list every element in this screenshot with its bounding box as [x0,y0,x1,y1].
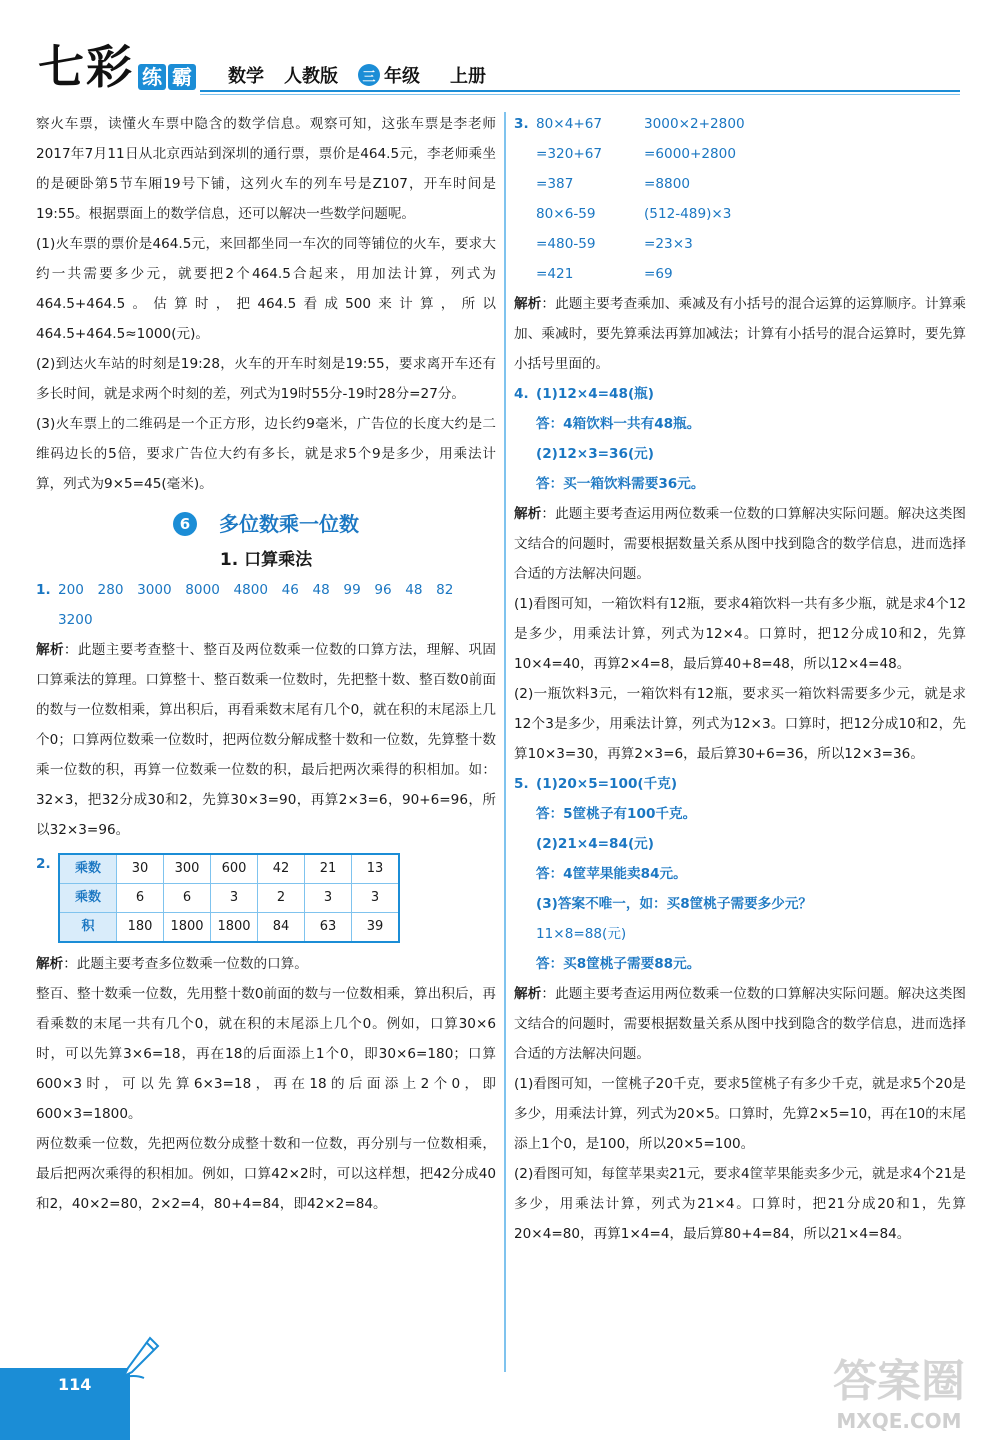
table-cell: 乘数 [59,884,117,913]
calc-step: =8800 [644,176,690,192]
analysis-text: ：此题主要考查乘加、乘减及有小括号的混合运算的运算顺序。计算乘加、乘减时，要先算乘法再算加减法；计算有小括号的混合运算时，要先算小括号里面的。 [514,296,967,372]
question-1 [36,575,496,605]
analysis-text: ：此题主要考查整十、整百及两位数乘一位数的口算方法，理解、巩固口算乘法的算理。口算整十、整百数乘一位数时，先把整十数、整百数0前面的数与一位数相乘，算出积后，再看乘数末尾有几个0，就在积的末尾添上几个0；口算两位数乘一位数时，把两位数分解成整十数和一位数，先算整十数乘一位数的积，再算一位数乘一位数的积，最后把两次乘得的积相加。如：32×3，把32分成30和2，先算30×3=90，再算2×3=6，90+6=96，所以32×3=96。 [36,642,497,838]
calc-step: =320+67 [536,146,603,162]
column-divider [504,112,506,1372]
table-cell: 2 [258,884,305,913]
q5-answer-2-statement: 答：4筐苹果能卖84元。 [536,866,687,882]
table-cell: 6 [164,884,211,913]
intro-item-3: (3)火车票上的二维码是一个正方形，边长约9毫米，广告位的长度大约是二维码边长的5倍，要求广告位大约有多长，就是求5个9是多少，用乘法计算，列式为9×5=45(毫米)。 [36,416,496,492]
edition-label: 人教版 [284,66,338,87]
q5-answer-1-statement: 答：5筐桃子有100千克。 [536,806,697,822]
q4-answer-2: (2)12×3=36(元) [536,446,654,462]
analysis-label: 解析 [514,986,542,1002]
watermark-logo [804,1344,994,1436]
analysis-text: ：此题主要考查运用两位数乘一位数的口算解决实际问题。解决这类图文结合的问题时，需要根据数量关系从图中找到隐含的数学信息，进而选择合适的方法解决问题。 [514,986,967,1062]
table-cell: 6 [117,884,164,913]
section-number-badge: 6 [173,512,197,536]
table-cell: 30 [117,854,164,884]
q1-answers: 200 280 3000 8000 4800 46 48 99 96 48 82 [58,582,454,598]
analysis-label: 解析 [36,956,64,972]
table-cell: 39 [352,913,400,943]
header-rule-thin [200,94,960,95]
intro-item-2: (2)到达火车站的时刻是19:28，火车的开车时刻是19:55，要求离开车还有多长时间，就是求两个时刻的差，列式为19时55分-19时28分=27分。 [36,356,496,402]
question-number: 1. [36,582,51,598]
table-cell: 300 [164,854,211,884]
intro-item-1: (1)火车票的票价是464.5元，来回都坐同一车次的同等铺位的火车，要求大约一共需要多少元，就要把2个464.5合起来，用加法计算，列式为464.5+464.5。估算时，把464.5看成500来计算，所以464.5+464.5≈1000(元)。 [36,236,496,342]
analysis-label: 解析 [514,506,542,522]
q3-analysis [514,289,966,379]
calc-step: =421 [536,266,574,282]
table-cell: 1800 [164,913,211,943]
q2-analysis-para-3: 两位数乘一位数，先把两位数分成整十数和一位数，再分别与一位数相乘，最后把两次乘得的积相加。例如，口算42×2时，可以这样想，把42分成40和2，40×2=80，2×2=4，80+4=84，即42×2=84。 [36,1136,496,1212]
q4-answer-2-statement: 答：买一箱饮料需要36元。 [536,476,705,492]
calc-step: =6000+2800 [644,146,736,162]
q2-analysis [36,949,496,979]
grade-label [358,62,430,88]
pencil-icon [120,1336,160,1380]
q2-analysis-para-2: 整百、整十数乘一位数，先用整十数0前面的数与一位数相乘，算出积后，再看乘数的末尾一共有几个0，就在积的末尾添上几个0。例如，口算30×6时，可以先算3×6=18，再在18的后面添上1个0，即30×6=180；口算600×3时，可以先算6×3=18，再在18的后面添上2个0，即600×3=1800。 [36,986,496,1122]
q4-answer-1-statement: 答：4箱饮料一共有48瓶。 [536,416,701,432]
multiplication-table [58,853,400,943]
q4-analysis-para-3: (2)一瓶饮料3元，一箱饮料有12瓶，要求买一箱饮料需要多少元，就是求12个3是多少，用乘法计算，列式为12×3。口算时，把12分成10和2，先算10×3=30，再算2×3=6，最后算30+6=36，所以12×3=36。 [514,686,966,762]
question-3 [514,109,966,289]
logo-box-2: 霸 [168,64,196,90]
table-cell: 3 [211,884,258,913]
grade-circle-badge: 三 [358,64,380,86]
table-cell: 63 [305,913,352,943]
q4-analysis-para-2: (1)看图可知，一箱饮料有12瓶，要求4箱饮料一共有多少瓶，就是求4个12是多少，用乘法计算，列式为12×4。口算时，把12分成10和2，先算10×4=40，再算2×4=8，最后算40+8=48，所以12×4=48。 [514,596,966,672]
table-cell: 积 [59,913,117,943]
analysis-text: ：此题主要考查运用两位数乘一位数的口算解决实际问题。解决这类图文结合的问题时，需要根据数量关系从图中找到隐含的数学信息，进而选择合适的方法解决问题。 [514,506,967,582]
q5-answer-3: (3)答案不唯一，如：买8筐桃子需要多少元？ [536,896,813,912]
table-cell: 42 [258,854,305,884]
q1-analysis [36,635,496,845]
calc-step: =387 [536,176,574,192]
question-4 [514,379,966,409]
table-cell: 3 [305,884,352,913]
q1-answers-cont: 3200 [58,612,93,628]
subject-label: 数学 [228,66,264,87]
question-number: 5. [514,776,529,792]
volume-label: 上册 [450,66,486,87]
q4-analysis [514,499,966,589]
q5-answer-1: (1)20×5=100(千克) [536,776,678,792]
watermark-main-text: 答案圈 [833,1356,965,1407]
question-number: 4. [514,386,529,402]
q5-answer-2: (2)21×4=84(元) [536,836,654,852]
calc-step: =69 [644,266,673,282]
table-row [59,913,399,943]
logo-box-1: 练 [138,64,166,90]
table-row [59,884,399,913]
right-column [514,109,966,1249]
q5-answer-3-calc: 11×8=88(元) [536,926,627,942]
header-rule [200,90,960,92]
question-number: 3. [514,116,529,132]
q4-answer-1: (1)12×4=48(瓶) [536,386,654,402]
section-title: 多位数乘一位数 [219,512,359,536]
watermark-url-text: MXQE.COM [836,1409,962,1433]
q3-calculations [536,109,844,289]
section-heading [36,503,496,545]
analysis-text: ：此题主要考查多位数乘一位数的口算。 [63,956,308,972]
analysis-label: 解析 [514,296,542,312]
q5-answer-3-statement: 答：买8筐桃子需要88元。 [536,956,701,972]
page-header [0,0,1000,100]
calc-step: 3000×2+2800 [644,116,745,132]
question-5 [514,769,966,799]
book-info [228,62,506,88]
left-column [36,109,496,1219]
table-cell: 21 [305,854,352,884]
table-cell: 3 [352,884,400,913]
table-cell: 13 [352,854,400,884]
calc-step: =23×3 [644,236,693,252]
subsection-title: 1. 口算乘法 [219,550,313,570]
table-cell: 1800 [211,913,258,943]
question-number: 2. [36,856,51,872]
grade-text: 年级 [384,66,420,87]
table-cell: 乘数 [59,854,117,884]
series-logo [38,40,196,94]
analysis-label: 解析 [36,642,64,658]
q5-analysis-para-2: (1)看图可知，一筐桃子20千克，要求5筐桃子有多少千克，就是求5个20是多少，用乘法计算，列式为20×5。口算时，先算2×5=10，再在10的末尾添上1个0，是100，所以20×5=100。 [514,1076,966,1152]
calc-step: =480-59 [536,236,596,252]
intro-paragraph: 察火车票，读懂火车票中隐含的数学信息。观察可知，这张车票是李老师2017年7月11日从北京西站到深圳的通行票，票价是464.5元，李老师乘坐的是硬卧第5节车厢19号下铺，这列火车的列车号是Z107，开车时间是19:55。根据票面上的数学信息，还可以解决一些数学问题呢。 [36,116,496,222]
table-cell: 600 [211,854,258,884]
calc-step: (512-489)×3 [644,206,732,222]
q5-analysis [514,979,966,1069]
calc-step: 80×6-59 [536,206,596,222]
calc-step: 80×4+67 [536,116,603,132]
page-number: 114 [58,1375,92,1394]
table-cell: 84 [258,913,305,943]
table-row [59,854,399,884]
table-cell: 180 [117,913,164,943]
logo-main-text: 七彩 [38,40,134,94]
q5-analysis-para-3: (2)看图可知，每筐苹果卖21元，要求4筐苹果能卖多少元，就是求4个21是多少，用乘法计算，列式为21×4。口算时，把21分成20和1，先算20×4=80，再算1×4=4，最后算80+4=84，所以21×4=84。 [514,1166,966,1242]
